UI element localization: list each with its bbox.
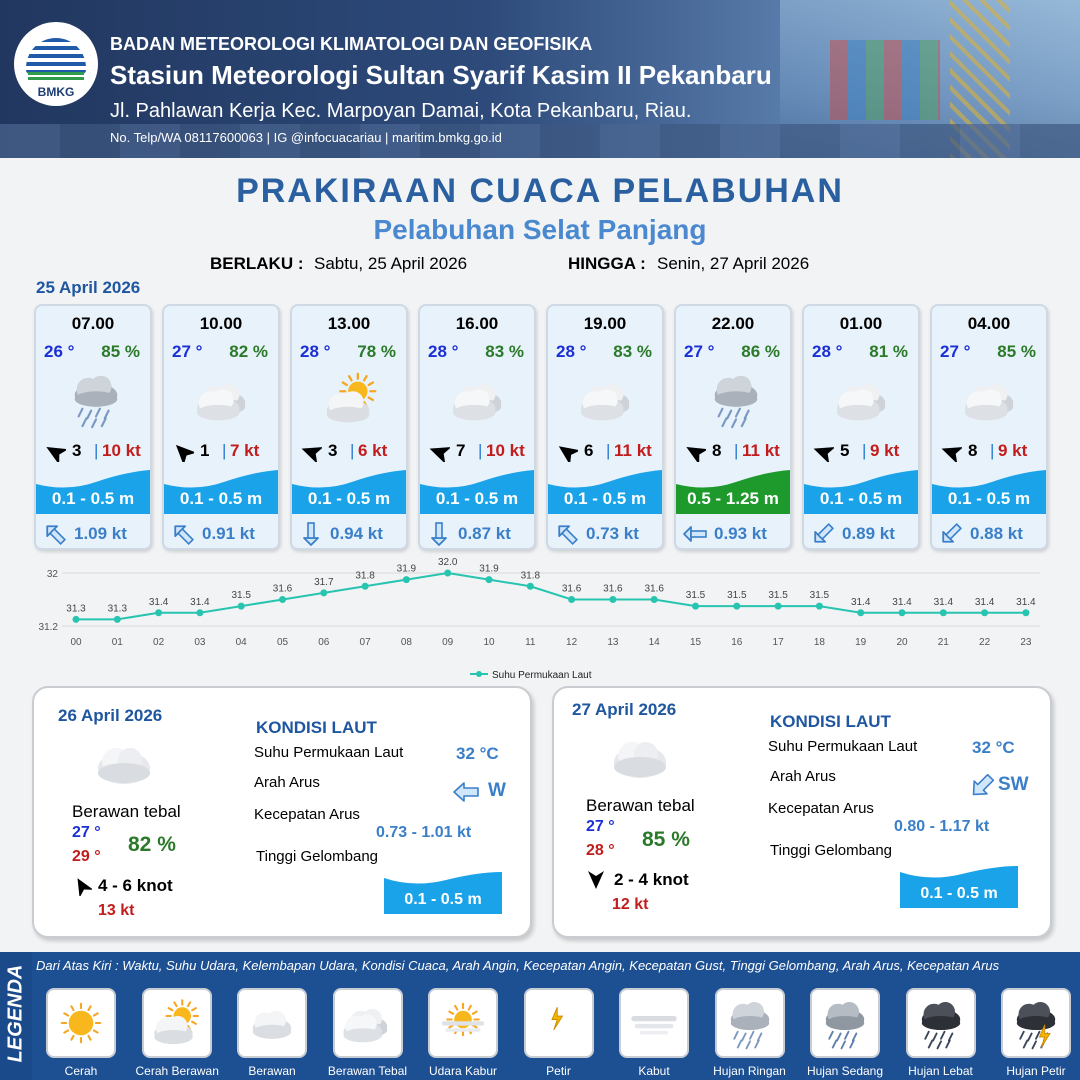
x-tick-label: 02 — [153, 637, 165, 648]
wind-direction-icon — [556, 442, 578, 462]
wind-direction-icon — [172, 442, 194, 462]
wind-gust: 11 kt — [614, 441, 652, 460]
day2-kondisi-title: KONDISI LAUT — [256, 718, 377, 737]
data-label: 31.3 — [107, 603, 128, 615]
data-point — [1022, 609, 1029, 616]
day2-wave-height: 0.1 - 0.5 m — [404, 891, 482, 908]
legend-item — [900, 988, 982, 1078]
cerah-berawan-icon — [149, 995, 205, 1051]
forecast-current — [36, 518, 150, 550]
logo-text: BMKG — [37, 85, 75, 99]
bmkg-logo — [14, 22, 98, 106]
valid-to-value: Senin, 27 April 2026 — [657, 254, 810, 273]
legend-item-label: Berawan — [248, 1064, 296, 1078]
berawan-tebal-icon — [192, 368, 256, 430]
day3-sst-label: Suhu Permukaan Laut — [768, 738, 918, 755]
wind-direction-icon — [300, 442, 322, 462]
legend-item-label: Hujan Ringan — [713, 1064, 786, 1078]
forecast-temp: 28 ° — [300, 342, 331, 361]
legend-item-label: Cerah — [64, 1064, 98, 1078]
data-label: 31.5 — [231, 590, 251, 602]
current-speed: 0.89 kt — [842, 524, 895, 543]
wind-speed: 3 — [328, 441, 338, 460]
data-label: 31.4 — [892, 596, 912, 608]
legend-item — [422, 988, 504, 1078]
forecast-humidity: 83 % — [485, 342, 524, 361]
forecast-current — [804, 518, 918, 550]
data-point — [362, 583, 369, 590]
day3-current-dir: SW — [998, 774, 1029, 795]
forecast-time: 19.00 — [583, 314, 627, 333]
station-name: Stasiun Meteorologi Sultan Syarif Kasim II Pekanbaru — [110, 60, 772, 90]
berawan-icon — [244, 995, 300, 1051]
data-label: 31.9 — [479, 563, 499, 575]
data-label: 31.6 — [603, 583, 623, 595]
wind-gust: 10 kt — [102, 441, 141, 460]
current-speed: 0.87 kt — [458, 524, 511, 543]
forecast-temp: 28 ° — [812, 342, 843, 361]
legend-item-label: Kabut — [638, 1064, 670, 1078]
forecast-temp: 27 ° — [684, 342, 715, 361]
wind-separator: | — [350, 441, 355, 460]
wind-direction-icon — [72, 876, 92, 896]
forecast-card — [546, 304, 664, 550]
legend-item-label: Hujan Sedang — [806, 1064, 884, 1078]
data-point — [114, 616, 121, 623]
berawan-tebal-icon — [448, 368, 512, 430]
wave-height: 0.1 - 0.5 m — [819, 489, 903, 508]
forecast-humidity: 83 % — [613, 342, 652, 361]
current-direction-icon — [968, 774, 996, 798]
forecast-wind — [810, 440, 916, 464]
forecast-time: 07.00 — [71, 314, 115, 333]
data-point — [403, 576, 410, 583]
wave-height: 0.1 - 0.5 m — [307, 489, 391, 508]
data-label: 31.5 — [727, 590, 747, 602]
legend-item — [518, 988, 600, 1078]
x-tick-label: 21 — [937, 637, 949, 648]
forecast-temp: 28 ° — [428, 342, 459, 361]
hujan-ringan-icon — [704, 368, 768, 430]
wind-gust: 11 kt — [742, 441, 780, 460]
forecast-humidity: 82 % — [229, 342, 268, 361]
x-tick-label: 06 — [318, 637, 330, 648]
wind-speed: 3 — [72, 441, 82, 460]
forecast-temp: 26 ° — [44, 342, 75, 361]
data-point — [527, 583, 534, 590]
forecast-current — [548, 518, 662, 550]
petir-icon — [531, 995, 587, 1051]
x-tick-label: 10 — [483, 637, 495, 648]
valid-from-label: BERLAKU : — [210, 254, 304, 273]
legend-icon-box — [524, 988, 594, 1058]
station-address: Jl. Pahlawan Kerja Kec. Marpoyan Damai, Kota Pekanbaru, Riau. — [110, 100, 692, 122]
wind-speed: 7 — [456, 441, 466, 460]
day3-temp-min: 27 ° — [586, 818, 615, 835]
forecast-humidity: 81 % — [869, 342, 908, 361]
wind-speed: 8 — [712, 441, 722, 460]
data-label: 31.4 — [148, 596, 169, 608]
wind-separator: | — [990, 441, 995, 460]
data-point — [899, 609, 906, 616]
wave-height: 0.1 - 0.5 m — [947, 489, 1031, 508]
valid-to-label: HINGGA : — [568, 254, 646, 273]
day2-current-speed: 0.73 - 1.01 kt — [376, 824, 472, 841]
day3-kondisi-title: KONDISI LAUT — [770, 712, 891, 731]
wind-separator: | — [734, 441, 739, 460]
day3-kec-label: Kecepatan Arus — [768, 800, 874, 817]
forecast-current — [420, 518, 534, 550]
legend-item — [327, 988, 409, 1078]
current-speed: 0.93 kt — [714, 524, 767, 543]
wind-direction-icon — [428, 442, 450, 462]
data-label: 31.6 — [561, 583, 582, 595]
data-point — [692, 603, 699, 610]
data-point — [279, 596, 286, 603]
data-point — [651, 596, 658, 603]
port-name: Pelabuhan Selat Panjang — [373, 214, 707, 245]
forecast-card — [802, 304, 920, 550]
data-point — [73, 616, 80, 623]
legend-item-label: Berawan Tebal — [327, 1064, 408, 1078]
data-label: 31.4 — [1016, 596, 1036, 608]
data-label: 31.3 — [66, 603, 86, 615]
forecast-wind — [298, 440, 404, 464]
forecast-card — [290, 304, 408, 550]
valid-from-value: Sabtu, 25 April 2026 — [314, 254, 468, 273]
wind-direction-icon — [44, 442, 66, 462]
legend-swatch-dot — [476, 671, 482, 677]
x-tick-label: 17 — [772, 637, 784, 648]
data-point — [320, 589, 327, 596]
day3-wave-height: 0.1 - 0.5 m — [920, 885, 998, 902]
current-speed: 0.94 kt — [330, 524, 383, 543]
data-label: 32.0 — [437, 557, 458, 568]
current-speed: 0.88 kt — [970, 524, 1023, 543]
x-tick-label: 03 — [194, 637, 206, 648]
wind-direction-icon — [940, 442, 962, 462]
day2-wind: 4 - 6 knot — [98, 876, 173, 895]
current-direction-icon — [554, 521, 580, 547]
current-speed: 1.09 kt — [74, 524, 127, 543]
wind-gust: 7 kt — [230, 441, 260, 460]
day3-date: 27 April 2026 — [572, 700, 677, 719]
current-speed: 0.91 kt — [202, 524, 255, 543]
day3-arus-label: Arah Arus — [770, 768, 836, 785]
current-direction-icon — [170, 521, 196, 547]
x-tick-label: 13 — [607, 637, 619, 648]
udara-kabur-icon — [435, 995, 491, 1051]
forecast-humidity: 86 % — [741, 342, 780, 361]
data-point — [609, 596, 616, 603]
hujan-petir-icon — [1008, 995, 1064, 1051]
cerah-berawan-icon — [320, 368, 384, 430]
current-direction-icon — [42, 521, 68, 547]
containers-illustration — [830, 40, 940, 120]
legend-item — [804, 988, 886, 1078]
forecast-temp: 27 ° — [172, 342, 203, 361]
data-label: 31.5 — [768, 590, 788, 602]
data-point — [981, 609, 988, 616]
forecast-humidity: 85 % — [101, 342, 140, 361]
day2-condition: Berawan tebal — [72, 802, 181, 821]
x-tick-label: 14 — [648, 637, 660, 648]
day2-card — [32, 686, 532, 938]
wave-height: 0.1 - 0.5 m — [435, 489, 519, 508]
legend-item — [613, 988, 695, 1078]
x-tick-label: 08 — [400, 637, 412, 648]
forecast-humidity: 78 % — [357, 342, 396, 361]
wind-speed: 5 — [840, 441, 850, 460]
current-direction-icon — [810, 521, 836, 547]
kabut-icon — [626, 995, 682, 1051]
berawan-tebal-icon — [576, 368, 640, 430]
wind-direction-icon — [812, 442, 834, 462]
legend-icon-box — [428, 988, 498, 1058]
wind-gust: 6 kt — [358, 441, 388, 460]
data-label: 31.6 — [272, 583, 293, 595]
data-label: 31.6 — [644, 583, 664, 595]
forecast-time: 01.00 — [839, 314, 883, 333]
data-label: 31.5 — [685, 590, 706, 602]
x-tick-label: 19 — [855, 637, 867, 648]
berawan-tebal-icon — [832, 368, 896, 430]
current-direction-icon — [452, 780, 480, 804]
wind-separator: | — [862, 441, 867, 460]
day2-current-dir: W — [488, 780, 506, 801]
wind-separator: | — [94, 441, 99, 460]
day3-sst-value: 32 °C — [972, 738, 1015, 757]
wave-height: 0.1 - 0.5 m — [563, 489, 647, 508]
forecast-current — [164, 518, 278, 550]
legend-item-label: Hujan Petir — [1006, 1064, 1066, 1078]
forecast-current — [932, 518, 1046, 550]
x-tick-label: 05 — [276, 637, 289, 648]
wind-separator: | — [478, 441, 483, 460]
current-direction-icon — [938, 521, 964, 547]
current-direction-icon — [298, 521, 324, 547]
forecast-card — [674, 304, 792, 550]
data-label: 31.8 — [355, 570, 375, 582]
hujan-sedang-icon — [817, 995, 873, 1051]
forecast-wind — [42, 440, 148, 464]
forecast-card — [418, 304, 536, 550]
legend-entry: Suhu Permukaan Laut — [492, 670, 592, 681]
day2-gust: 13 kt — [98, 902, 135, 919]
data-label: 31.5 — [809, 590, 830, 602]
x-tick-label: 16 — [731, 637, 743, 648]
forecast-wind — [426, 440, 532, 464]
forecast-time: 10.00 — [199, 314, 243, 333]
day3-gust: 12 kt — [612, 896, 649, 913]
forecast-wind — [554, 440, 660, 464]
legend-item — [40, 988, 122, 1078]
day3-tinggi-label: Tinggi Gelombang — [770, 842, 893, 859]
data-label: 31.4 — [974, 596, 995, 608]
legend-item — [709, 988, 791, 1078]
forecast-wind — [682, 440, 788, 464]
data-label: 31.8 — [520, 570, 541, 582]
y-tick-label: 31.2 — [38, 622, 58, 633]
day2-kec-label: Kecepatan Arus — [254, 806, 360, 823]
legend-item-label: Cerah Berawan — [135, 1064, 219, 1078]
legend-side-label — [0, 952, 32, 1080]
data-point — [196, 609, 203, 616]
x-tick-label: 04 — [235, 637, 247, 648]
wind-gust: 9 kt — [998, 441, 1028, 460]
x-tick-label: 18 — [813, 637, 825, 648]
legend-item — [136, 988, 218, 1078]
data-point — [155, 609, 162, 616]
wave-height: 0.1 - 0.5 m — [51, 489, 135, 508]
data-label: 31.9 — [396, 563, 417, 575]
forecast-current — [676, 518, 790, 550]
legend-icon-box — [142, 988, 212, 1058]
forecast-temp: 27 ° — [940, 342, 971, 361]
x-tick-label: 07 — [359, 637, 371, 648]
forecast-wind — [170, 440, 276, 464]
x-tick-label: 09 — [442, 637, 454, 648]
day2-date: 26 April 2026 — [58, 706, 163, 725]
day3-card — [552, 686, 1052, 938]
day2-tinggi-label: Tinggi Gelombang — [256, 848, 379, 865]
data-point — [857, 609, 864, 616]
wind-direction-icon — [684, 442, 706, 462]
legend-icon-box — [1001, 988, 1071, 1058]
legend-item-label: Hujan Lebat — [908, 1064, 973, 1078]
berawan-tebal-icon — [340, 995, 396, 1051]
wind-separator: | — [222, 441, 227, 460]
day2-temp-max: 29 ° — [72, 848, 101, 865]
current-direction-icon — [426, 521, 452, 547]
x-tick-label: 23 — [1020, 637, 1032, 648]
day1-date: 25 April 2026 — [36, 278, 141, 297]
wave-height: 0.5 - 1.25 m — [687, 489, 779, 508]
data-point — [486, 576, 493, 583]
berawan-tebal-icon — [960, 368, 1024, 430]
y-tick-label: 32 — [46, 569, 58, 580]
forecast-wind — [938, 440, 1044, 464]
legend-description: Dari Atas Kiri : Waktu, Suhu Udara, Kelembapan Udara, Kondisi Cuaca, Arah Angin, Kecepatan Angin, Kecepatan Gust, Tinggi Gelombang, Arah Arus, Kecepatan Arus — [36, 958, 1000, 973]
day3-condition: Berawan tebal — [586, 796, 695, 815]
forecast-time: 13.00 — [327, 314, 371, 333]
day3-temp-max: 28 ° — [586, 842, 615, 859]
legend-item — [231, 988, 313, 1078]
data-label: 31.7 — [314, 576, 334, 588]
day3-humidity: 85 % — [642, 828, 690, 851]
data-point — [444, 570, 451, 577]
forecast-temp: 28 ° — [556, 342, 587, 361]
cerah-icon — [53, 995, 109, 1051]
day3-current-speed: 0.80 - 1.17 kt — [894, 818, 990, 835]
legend-icon-box — [46, 988, 116, 1058]
wind-gust: 10 kt — [486, 441, 525, 460]
data-point — [816, 603, 823, 610]
data-point — [775, 603, 782, 610]
hujan-ringan-icon — [64, 368, 128, 430]
hujan-lebat-icon — [913, 995, 969, 1051]
legend-item — [995, 988, 1077, 1078]
forecast-card — [930, 304, 1048, 550]
forecast-time: 04.00 — [967, 314, 1011, 333]
data-label: 31.4 — [190, 596, 210, 608]
org-name: BADAN METEOROLOGI KLIMATOLOGI DAN GEOFISIKA — [110, 34, 593, 54]
wind-direction-icon — [586, 870, 606, 890]
wave-height: 0.1 - 0.5 m — [179, 489, 263, 508]
legend-icon-box — [810, 988, 880, 1058]
wind-speed: 1 — [200, 441, 210, 460]
x-tick-label: 12 — [566, 637, 578, 648]
x-tick-label: 22 — [979, 637, 991, 648]
x-tick-label: 15 — [689, 637, 702, 648]
day2-temp-min: 27 ° — [72, 824, 101, 841]
data-point — [733, 603, 740, 610]
forecast-time: 16.00 — [455, 314, 499, 333]
legend-title: LEGENDA — [4, 964, 27, 1063]
legend-icon-box — [906, 988, 976, 1058]
data-label: 31.4 — [933, 596, 954, 608]
data-point — [238, 603, 245, 610]
day2-humidity: 82 % — [128, 833, 176, 856]
header-banner — [0, 0, 1080, 158]
legend-item-label: Petir — [546, 1064, 571, 1078]
day2-sst-label: Suhu Permukaan Laut — [254, 744, 404, 761]
current-speed: 0.73 kt — [586, 524, 639, 543]
forecast-current — [292, 518, 406, 550]
legend-icon-box — [237, 988, 307, 1058]
x-tick-label: 11 — [525, 637, 536, 648]
station-contact: No. Telp/WA 08117600063 | IG @infocuacariau | maritim.bmkg.go.id — [110, 130, 502, 145]
wind-gust: 9 kt — [870, 441, 900, 460]
legend-icon-box — [619, 988, 689, 1058]
legend-icon-box — [715, 988, 785, 1058]
berawan-tebal-icon — [92, 740, 154, 790]
wind-speed: 6 — [584, 441, 594, 460]
day2-sst-value: 32 °C — [456, 744, 499, 763]
x-tick-label: 00 — [70, 637, 82, 648]
page-title: PRAKIRAAN CUACA PELABUHAN — [236, 172, 844, 210]
day2-arus-label: Arah Arus — [254, 774, 320, 791]
data-label: 31.4 — [850, 596, 871, 608]
legend-item-label: Udara Kabur — [428, 1064, 498, 1078]
forecast-time: 22.00 — [711, 314, 755, 333]
berawan-tebal-icon — [608, 734, 670, 784]
data-point — [568, 596, 575, 603]
data-point — [940, 609, 947, 616]
forecast-humidity: 85 % — [997, 342, 1036, 361]
series-line — [76, 573, 1026, 619]
legend-icon-box — [333, 988, 403, 1058]
x-tick-label: 20 — [896, 637, 908, 648]
x-tick-label: 01 — [111, 637, 123, 648]
sst-chart — [0, 556, 1080, 686]
wind-separator: | — [606, 441, 611, 460]
current-direction-icon — [682, 521, 708, 547]
forecast-card — [162, 304, 280, 550]
day3-wind: 2 - 4 knot — [614, 870, 689, 889]
forecast-card — [34, 304, 152, 550]
wind-speed: 8 — [968, 441, 978, 460]
hujan-ringan-icon — [722, 995, 778, 1051]
